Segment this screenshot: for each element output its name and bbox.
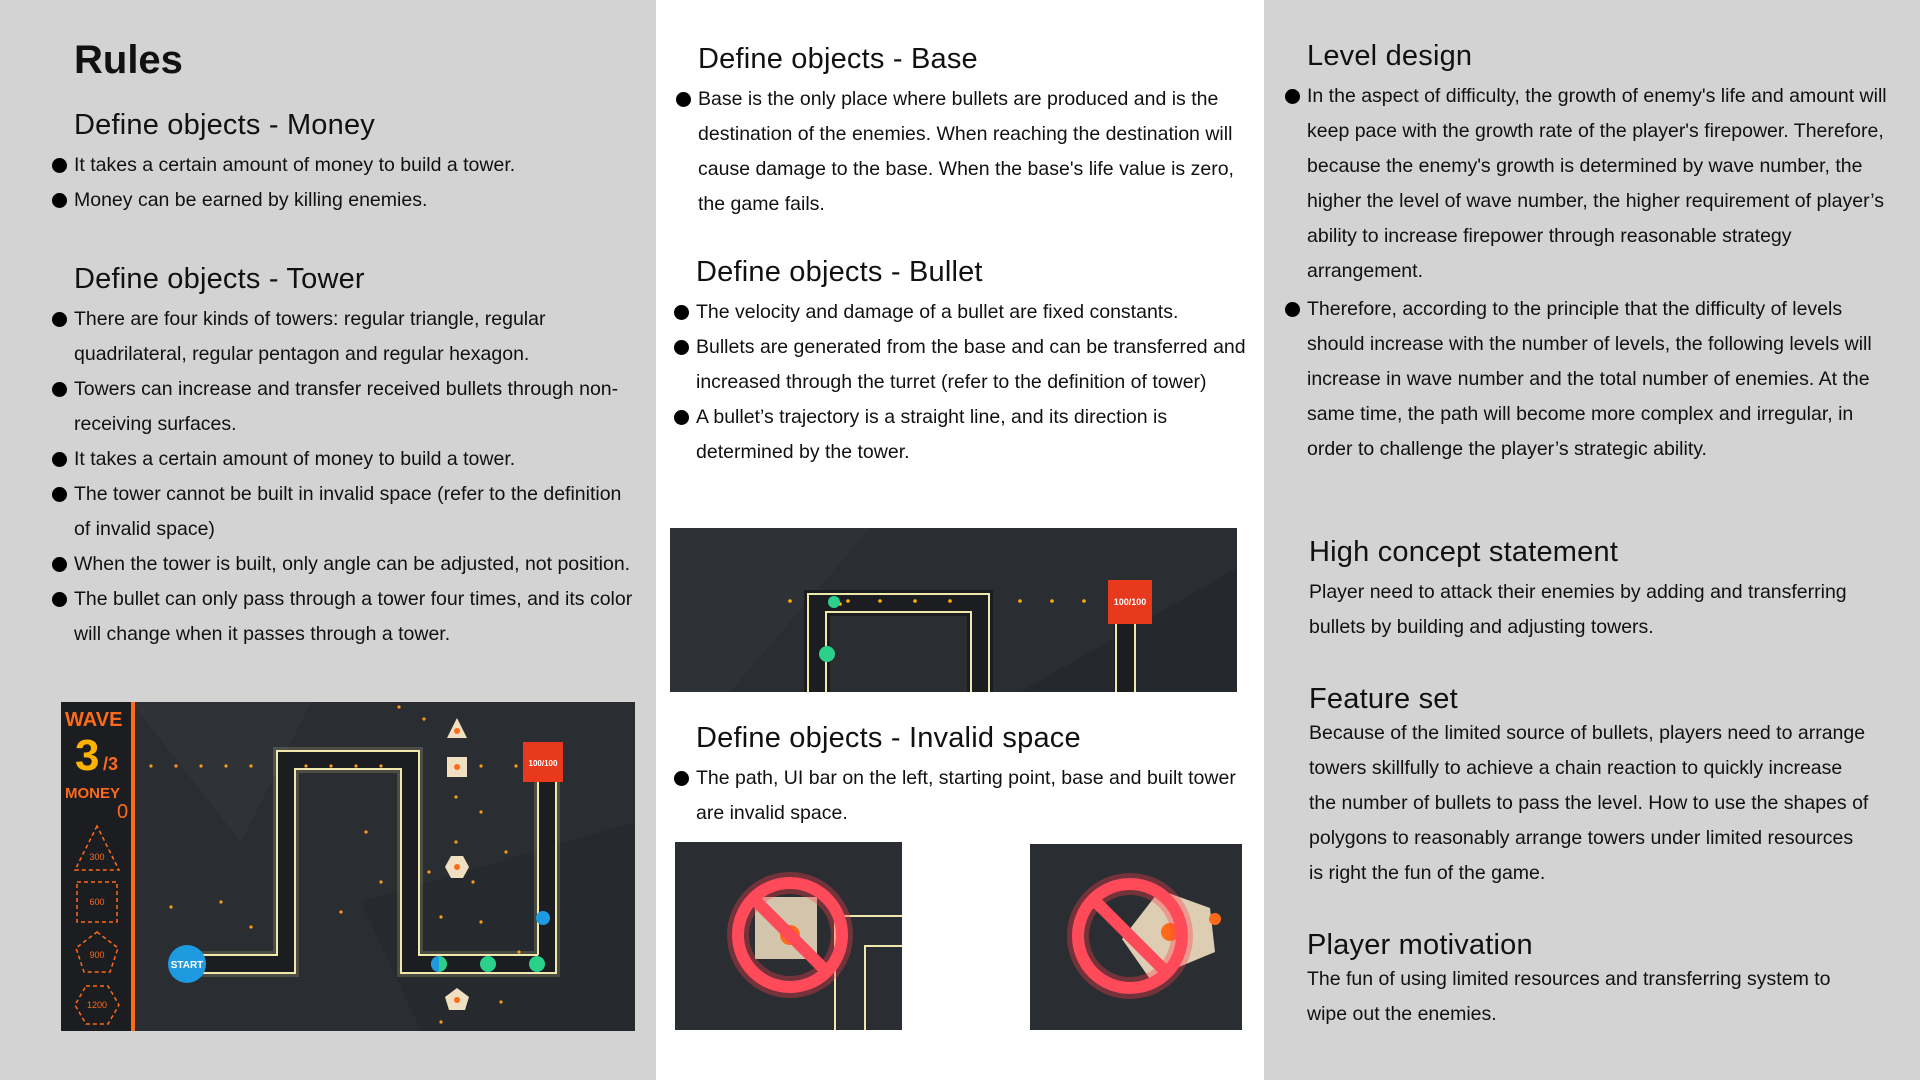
middle-column <box>656 0 1264 1080</box>
bullet-heading: Define objects - Bullet <box>696 256 983 288</box>
motivation-heading: Player motivation <box>1307 929 1533 961</box>
wave-total: /3 <box>103 754 119 774</box>
concept-section <box>1309 536 1869 645</box>
list-item: Base is the only place where bullets are produced and is the destination of the enemies. When reaching the destination will cause damage to the base. When the base's life value is zero, the game fails. <box>676 82 1259 222</box>
list-item: The tower cannot be built in invalid space (refer to the definition of invalid space) <box>52 477 642 547</box>
list-item: Money can be earned by killing enemies. <box>52 183 642 218</box>
base-life: 100/100 <box>528 759 558 768</box>
invalid-heading: Define objects - Invalid space <box>696 722 1081 754</box>
invalid-screenshot-2 <box>1030 844 1242 1030</box>
invalid-list <box>674 761 1259 831</box>
level-heading: Level design <box>1307 40 1473 72</box>
feature-section <box>1309 683 1869 891</box>
list-item: There are four kinds of towers: regular triangle, regular quadrilateral, regular pentagon and regular hexagon. <box>52 302 642 372</box>
bullet-section <box>674 256 1259 470</box>
cost-label: 1200 <box>86 1000 108 1010</box>
base-screenshot <box>670 528 1237 692</box>
wave-label: WAVE <box>65 709 123 731</box>
enemy <box>819 646 835 662</box>
invalid-screenshot-1 <box>675 842 902 1030</box>
level-section <box>1283 40 1903 467</box>
base-list <box>674 82 1259 222</box>
list-item: The path, UI bar on the left, starting point, base and built tower are invalid space. <box>674 761 1259 831</box>
tower-list <box>52 302 642 652</box>
page-title: Rules <box>74 38 183 82</box>
list-item: In the aspect of difficulty, the growth of enemy's life and amount will keep pace with the growth rate of the player's firepower. Therefore, because the enemy's growth is determined by wave number, the higher the level of wave number, the higher requirement of player’s ability to increase firepower through reasonable strategy arrangement. <box>1285 79 1903 289</box>
list-item: Towers can increase and transfer received bullets through non-receiving surfaces. <box>52 372 642 442</box>
wave-current: 3 <box>75 731 100 780</box>
list-item: It takes a certain amount of money to build a tower. <box>52 442 642 477</box>
cost-label: 300 <box>89 852 105 862</box>
list-item: It takes a certain amount of money to build a tower. <box>52 148 642 183</box>
cost-label: 600 <box>89 897 105 907</box>
level-list <box>1283 79 1903 467</box>
invalid-section <box>674 722 1259 831</box>
base-life: 100/100 <box>1113 597 1147 607</box>
money-list <box>52 148 642 218</box>
cost-label: 900 <box>89 950 105 960</box>
list-item: When the tower is built, only angle can be adjusted, not position. <box>52 547 642 582</box>
left-column <box>0 0 656 1080</box>
concept-text: Player need to attack their enemies by adding and transferring bullets by building and adjusting towers. <box>1309 581 1847 638</box>
money-label: MONEY <box>65 785 121 802</box>
list-item: The bullet can only pass through a tower four times, and its color will change when it passes through a tower. <box>52 582 642 652</box>
feature-text: Because of the limited source of bullets, players need to arrange towers skillfully to achieve a chain reaction to quickly increase the number of bullets to pass the level. How to use the shapes of polygons to reasonably arrange towers under limited resources is right the fun of the game. <box>1309 722 1869 884</box>
base-section <box>674 43 1259 222</box>
right-column <box>1264 0 1920 1080</box>
list-item: A bullet’s trajectory is a straight line, and its direction is determined by the tower. <box>674 400 1259 470</box>
list-item: Therefore, according to the principle that the difficulty of levels should increase with the number of levels, the following levels will increase in wave number and the total number of enemies. At the same time, the path will become more complex and irregular, in order to challenge the player’s strategic ability. <box>1285 292 1903 467</box>
money-heading: Define objects - Money <box>74 109 375 141</box>
tower-section <box>52 263 642 652</box>
list-item: The velocity and damage of a bullet are fixed constants. <box>674 295 1259 330</box>
feature-heading: Feature set <box>1309 683 1458 715</box>
game-screenshot <box>61 702 635 1031</box>
bullet-list <box>674 295 1259 470</box>
start-label: START <box>170 960 204 971</box>
motivation-text: The fun of using limited resources and transferring system to wipe out the enemies. <box>1307 968 1831 1025</box>
money-section <box>52 109 642 218</box>
tower-heading: Define objects - Tower <box>74 263 365 295</box>
base-heading: Define objects - Base <box>698 43 978 75</box>
motivation-section <box>1307 929 1867 1032</box>
list-item: Bullets are generated from the base and can be transferred and increased through the turret (refer to the definition of tower) <box>674 330 1259 400</box>
money-value: 0 <box>117 801 129 823</box>
concept-heading: High concept statement <box>1309 536 1619 568</box>
